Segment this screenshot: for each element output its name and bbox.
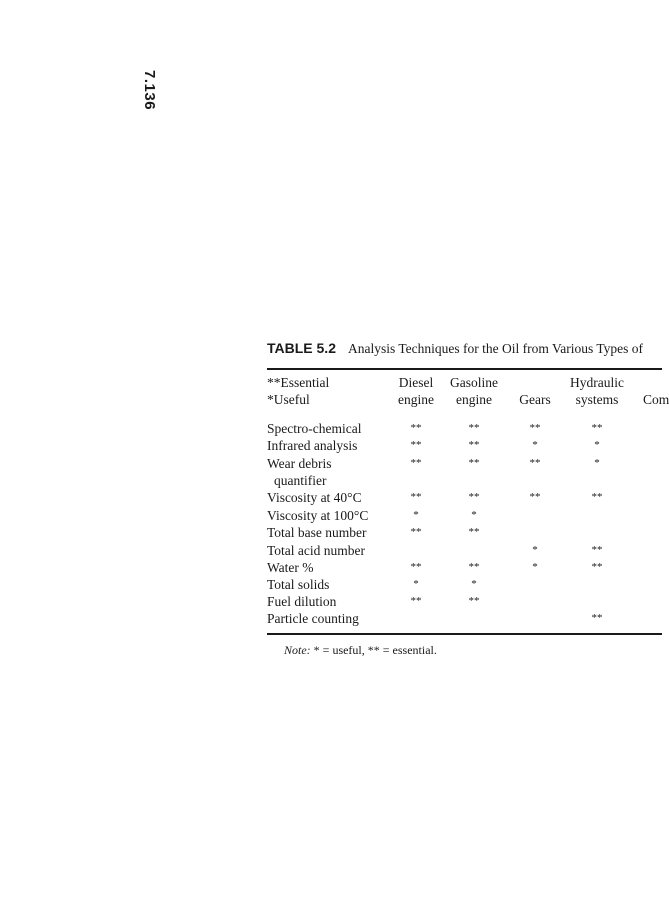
page-number: 7.136 xyxy=(141,70,158,111)
table-cell: ** xyxy=(468,561,480,573)
row-label: Particle counting xyxy=(267,611,359,626)
table-bottom-rule xyxy=(267,633,662,635)
row-label: Total solids xyxy=(267,577,330,592)
row-label: Total acid number xyxy=(267,543,366,558)
table-cell: ** xyxy=(591,422,603,434)
row-label: Total base number xyxy=(267,525,367,540)
legend-useful: *Useful xyxy=(267,392,310,407)
column-header-diesel-line2: engine xyxy=(398,392,434,407)
row-label: Viscosity at 100°C xyxy=(267,508,369,523)
row-label-continuation: quantifier xyxy=(274,473,327,488)
table-cell: ** xyxy=(591,491,603,503)
row-label: Infrared analysis xyxy=(267,438,358,453)
column-header-diesel-line1: Diesel xyxy=(398,375,434,390)
table-top-rule xyxy=(267,368,662,370)
column-header-gasoline-line1: Gasoline xyxy=(450,375,498,390)
column-header-gears: Gears xyxy=(519,392,551,407)
legend-essential: **Essential xyxy=(267,375,330,390)
table-cell: ** xyxy=(410,491,422,503)
row-label: Spectro-chemical xyxy=(267,421,362,436)
row-label: Wear debris xyxy=(267,456,332,471)
table-cell: * xyxy=(413,578,419,590)
table-note xyxy=(284,643,437,658)
column-header-truncated: Com xyxy=(643,392,669,407)
column-header-gasoline-line2: engine xyxy=(456,392,492,407)
note-label: Note: xyxy=(284,643,311,657)
table-cell: ** xyxy=(410,595,422,607)
table-cell: ** xyxy=(468,526,480,538)
table-cell: * xyxy=(532,439,538,451)
row-label: Viscosity at 40°C xyxy=(267,490,362,505)
table-cell: * xyxy=(594,457,600,469)
table-label: TABLE 5.2 xyxy=(267,340,336,356)
row-label: Fuel dilution xyxy=(267,594,337,609)
column-header-hydraulic-line1: Hydraulic xyxy=(570,375,624,390)
table-cell: ** xyxy=(591,612,603,624)
table-cell: ** xyxy=(591,561,603,573)
table-cell: ** xyxy=(468,439,480,451)
table-cell: ** xyxy=(529,457,541,469)
table-cell: ** xyxy=(410,457,422,469)
table-cell: * xyxy=(594,439,600,451)
table-cell: ** xyxy=(410,526,422,538)
table-cell: ** xyxy=(468,595,480,607)
table-cell: ** xyxy=(468,457,480,469)
table-cell: ** xyxy=(410,561,422,573)
table-cell: ** xyxy=(591,544,603,556)
table-cell: ** xyxy=(410,422,422,434)
row-label: Water % xyxy=(267,560,314,575)
table-cell: * xyxy=(471,509,477,521)
note-text: * = useful, ** = essential. xyxy=(310,643,437,657)
table-caption xyxy=(267,340,643,357)
column-header-hydraulic-line2: systems xyxy=(575,392,619,407)
table-cell: ** xyxy=(468,422,480,434)
table-cell: ** xyxy=(529,422,541,434)
table-title: Analysis Techniques for the Oil from Various Types of xyxy=(347,341,644,356)
table-cell: * xyxy=(532,561,538,573)
table-cell: * xyxy=(413,509,419,521)
table-cell: ** xyxy=(529,491,541,503)
table-cell: * xyxy=(471,578,477,590)
table-cell: ** xyxy=(468,491,480,503)
table-cell: * xyxy=(532,544,538,556)
table-cell: ** xyxy=(410,439,422,451)
